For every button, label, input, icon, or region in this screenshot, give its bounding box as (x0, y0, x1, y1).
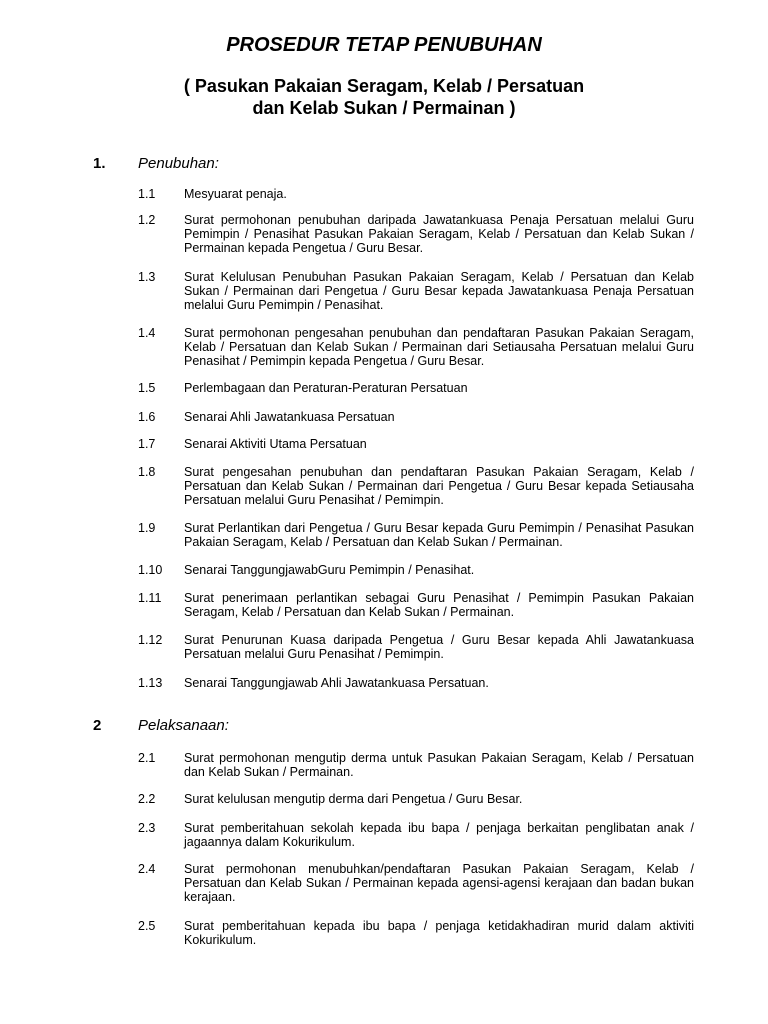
item-number: 1.6 (138, 410, 156, 424)
document-subtitle-line1: ( Pasukan Pakaian Seragam, Kelab / Persatuan (183, 76, 585, 96)
document-subtitle-line2: dan Kelab Sukan / Permainan ) (252, 98, 516, 118)
item-text: Perlembagaan dan Peraturan-Peraturan Persatuan (184, 381, 468, 395)
item-text: Surat permohonan menubuhkan/pendaftaran Pasukan Pakaian Seragam, Kelab / Persatuan dan Kelab Sukan / Permainan kepada agensi-agensi kerajaan dan badan bukan kerajaan. (184, 862, 694, 904)
item-number: 1.5 (138, 381, 156, 395)
item-text: Senarai Ahli Jawatankuasa Persatuan (184, 410, 395, 424)
section-title: Penubuhan: (138, 155, 219, 172)
item-number: 1.13 (138, 676, 163, 690)
item-number: 1.9 (138, 521, 156, 535)
item-text: Surat penerimaan perlantikan sebagai Guru Penasihat / Pemimpin Pasukan Pakaian Seragam, Kelab / Persatuan dan Kelab Sukan / Permainan. (184, 591, 694, 619)
item-number: 1.4 (138, 326, 156, 340)
item-text: Surat Penurunan Kuasa daripada Pengetua / Guru Besar kepada Ahli Jawatankuasa Persatuan melalui Guru Penasihat / Pemimpin. (184, 633, 694, 661)
item-number: 2.1 (138, 751, 156, 765)
item-number: 1.3 (138, 270, 156, 284)
item-number: 1.11 (138, 591, 162, 605)
section-heading-pelaksanaan (0, 716, 768, 736)
item-text: Senarai Aktiviti Utama Persatuan (184, 437, 367, 451)
section-number: 2 (93, 717, 102, 734)
item-text: Surat pengesahan penubuhan dan pendaftaran Pasukan Pakaian Seragam, Kelab / Persatuan dan Kelab Sukan / Permainan dari Pengetua / Guru Besar kepada Setiausaha Persatuan melalui Guru Penasihat / Pemimpin. (184, 465, 694, 507)
item-number: 2.3 (138, 821, 156, 835)
item-number: 1.7 (138, 437, 156, 451)
section-heading-penubuhan (0, 154, 768, 174)
item-text: Surat permohonan pengesahan penubuhan dan pendaftaran Pasukan Pakaian Seragam, Kelab / Persatuan dan Kelab Sukan / Permainan dari Setiausaha Persatuan melalui Guru Penasihat / Pemimpin kepada Pengetua / Guru Besar. (184, 326, 694, 368)
item-number: 1.2 (138, 213, 156, 227)
item-text: Surat pemberitahuan sekolah kepada ibu bapa / penjaga berkaitan penglibatan anak / jagaannya dalam Kokurikulum. (184, 821, 694, 849)
item-text: Surat permohonan penubuhan daripada Jawatankuasa Penaja Persatuan melalui Guru Pemimpin / Penasihat Pasukan Pakaian Seragam, Kelab / Persatuan dan Kelab Sukan / Permainan kepada Pengetua / Guru Besar. (184, 213, 694, 255)
section-number: 1. (93, 155, 106, 172)
item-text: Surat pemberitahuan kepada ibu bapa / penjaga ketidakhadiran murid dalam aktiviti Kokurikulum. (184, 919, 694, 947)
item-text: Senarai Tanggungjawab Ahli Jawatankuasa Persatuan. (184, 676, 489, 690)
item-number: 2.4 (138, 862, 156, 876)
item-text: Surat Kelulusan Penubuhan Pasukan Pakaian Seragam, Kelab / Persatuan dan Kelab Sukan / Permainan dari Pengetua / Guru Besar kepada Jawatankuasa Penaja Persatuan melalui Guru Pemimpin / Penasihat. (184, 270, 694, 312)
item-text: Surat Perlantikan dari Pengetua / Guru Besar kepada Guru Pemimpin / Penasihat Pasukan Pakaian Seragam, Kelab / Persatuan dan Kelab Sukan / Permainan. (184, 521, 694, 549)
item-number: 2.5 (138, 919, 156, 933)
item-number: 1.10 (138, 563, 163, 577)
item-text: Surat kelulusan mengutip derma dari Pengetua / Guru Besar. (184, 792, 523, 806)
item-number: 1.1 (138, 187, 156, 201)
section-title: Pelaksanaan: (138, 717, 229, 734)
item-number: 1.12 (138, 633, 163, 647)
item-number: 2.2 (138, 792, 156, 806)
item-text: Surat permohonan mengutip derma untuk Pasukan Pakaian Seragam, Kelab / Persatuan dan Kelab Sukan / Permainan. (184, 751, 694, 779)
item-text: Senarai TanggungjawabGuru Pemimpin / Penasihat. (184, 563, 475, 577)
item-number: 1.8 (138, 465, 156, 479)
item-text: Mesyuarat penaja. (184, 187, 287, 201)
document-title: PROSEDUR TETAP PENUBUHAN (226, 34, 542, 56)
